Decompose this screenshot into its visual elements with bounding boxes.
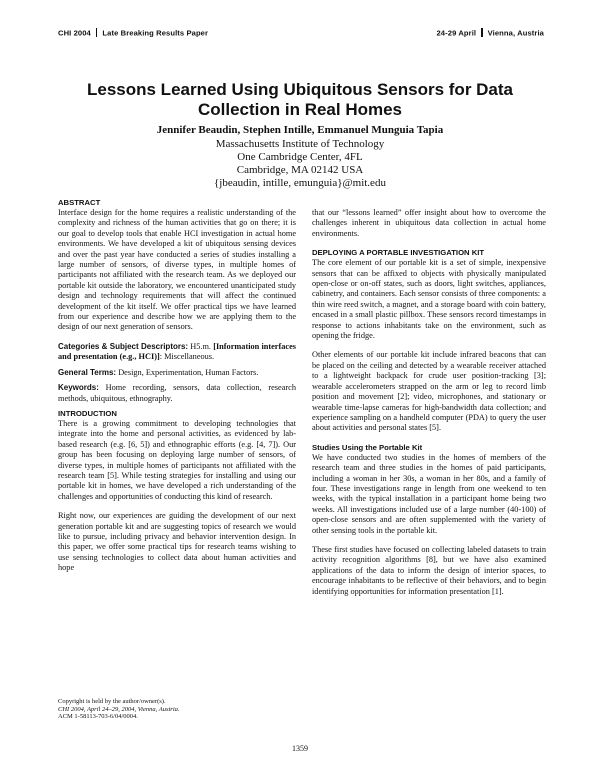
introduction-heading: INTRODUCTION <box>58 408 117 418</box>
paper-title <box>40 80 560 120</box>
deploying-paragraph-1: The core element of our portable kit is a set of simple, inexpensive sensors that can be affixed to objects with physically manipulated open-close or on-off states, such as doors, light switches, appliances, cabinetry, and containers. Each sensor consists of three components: a thin wire reed switch, a magnet, and a storage board with coin battery, encased in a small plastic pillbox. These sensors record timestamps in response to actions inhabitants take on the environment, such as opening the fridge. <box>312 258 546 341</box>
introduction-paragraph-1: There is a growing commitment to developing technologies that integrate into the home and personal activities, as evidenced by lab-based research (e.g. [6, 5]) and ethnographic efforts (e.g. [4, 7]). Our group has been focusing on deploying large number of sensors, of diverse types, in multiple homes of participants not affiliated with the research team [5]. While testing strategies for installing and using our portable kit in homes, we have developed a rich understanding of the challenges and opportunities of conducting this kind of research. <box>58 418 296 501</box>
copyright-conference: CHI 2004, April 24–29, 2004, Vienna, Austria. <box>58 705 180 713</box>
header-separator <box>481 28 483 37</box>
affiliation-address: One Cambridge Center, 4FL <box>237 151 363 163</box>
copyright-holder: Copyright is held by the author/owner(s). <box>58 698 166 705</box>
track-name: Late Breaking Results Paper <box>102 28 209 38</box>
studies-paragraph-2: These first studies have focused on collecting labeled datasets to train activity recognition algorithms [8], but we have also examined applications of the data to inform the design of interior spaces, to encourage inhabitants to be reflective of their behaviors, and to begin identifying opportunities for information presentation [1]. <box>312 544 546 596</box>
subject-descriptors <box>58 342 296 363</box>
affiliation-institution: Massachusetts Institute of Technology <box>215 138 385 150</box>
header-separator <box>96 28 98 37</box>
conference-dates: 24-29 April <box>436 28 477 38</box>
copyright-acm: ACM 1-58113-703-6/04/0004. <box>58 713 138 721</box>
running-header-left <box>58 28 208 38</box>
title-line-2: Collection in Real Homes <box>197 100 403 119</box>
keywords-text: Home recording, sensors, data collection, research methods, ubiquitous, ethnography. <box>58 383 296 403</box>
conference-name: CHI 2004 <box>58 28 91 38</box>
keywords-label: Keywords: <box>58 383 99 393</box>
introduction-continuation: that our “lessons learned” offer insight about how to overcome the challenges inherent in ubiquitous data collection in actual home environments. <box>312 208 546 238</box>
descriptors-category: [Information interfaces and presentation (e.g., HCI)] <box>58 341 296 362</box>
author-list: Jennifer Beaudin, Stephen Intille, Emmanuel Munguia Tapia <box>156 124 444 136</box>
descriptors-code: H5.m. <box>190 341 212 351</box>
abstract-heading: ABSTRACT <box>58 198 101 207</box>
page-number: 1359 <box>292 744 308 753</box>
descriptors-label: Categories & Subject Descriptors: <box>58 341 189 351</box>
general-terms-label: General Terms: <box>58 367 117 377</box>
descriptors-rest: : Miscellaneous. <box>159 352 215 362</box>
left-column <box>58 198 296 574</box>
running-header-right <box>436 28 544 38</box>
conference-location: Vienna, Austria <box>487 28 544 38</box>
studies-heading: Studies Using the Portable Kit <box>312 442 423 452</box>
studies-paragraph-1: We have conducted two studies in the homes of members of the research team and three studies in the homes of paid participants, including a woman in her 30s, a woman in her 80s, and a family of four. These investigations range in length from one weekend to ten weeks, with the typical installation in a participant home being two weeks. All investigations included use of a large number (40-100) of open-close sensors and are often supplemented with the variety of other sensing tools in the portable kit. <box>312 452 546 535</box>
right-column <box>312 208 546 597</box>
general-terms-text: Design, Experimentation, Human Factors. <box>118 367 259 377</box>
abstract-text: Interface design for the home requires a realistic understanding of the complexity and richness of the human activities that go on there; it is our goal to develop tools that enable HCI investigation in actual home environments. We have developed a kit of ubiquitous sensing devices and over the past year have conducted a series of studies installing a large number of sensors, of diverse types, in multiple homes of participants not affiliated with the research team. As we deployed our portable kit outside the laboratory, we encountered unanticipated study design and technology requirements that will affect the continued development of the kit itself. We offer practical tips we have learned from our experience and describe how we are applying them to the design of our next generation of sensors. <box>58 208 296 332</box>
affiliation-city: Cambridge, MA 02142 USA <box>236 164 364 176</box>
keywords <box>58 383 296 404</box>
general-terms <box>58 368 296 378</box>
author-emails: {jbeaudin, intille, emunguia}@mit.edu <box>214 177 386 189</box>
title-line-1: Lessons Learned Using Ubiquitous Sensors for Data <box>86 80 514 99</box>
copyright-notice <box>58 698 296 721</box>
deploying-heading: DEPLOYING A PORTABLE INVESTIGATION KIT <box>312 248 485 258</box>
deploying-paragraph-2: Other elements of our portable kit include infrared beacons that can be placed on the ceiling and detected by a wearable receiver attached to a lightweight backpack for crude user position-tracking [3]; wearable accelerometers strapped on the arm or leg to record limb position and movement [2]; video, microphones, and stationary or wearable time-lapse cameras for high-bandwidth data collection; and experience sampling on a handheld computer (PDA) to query the user about activities and personal states [5]. <box>312 350 546 433</box>
introduction-paragraph-2: Right now, our experiences are guiding the development of our next generation portable kit and are suggesting topics of research we would like to pursue, including privacy and behavior intervention design. In this paper, we offer some practical tips for research teams wishing to use sensing technologies to collect data about human activities and hope <box>58 511 296 573</box>
